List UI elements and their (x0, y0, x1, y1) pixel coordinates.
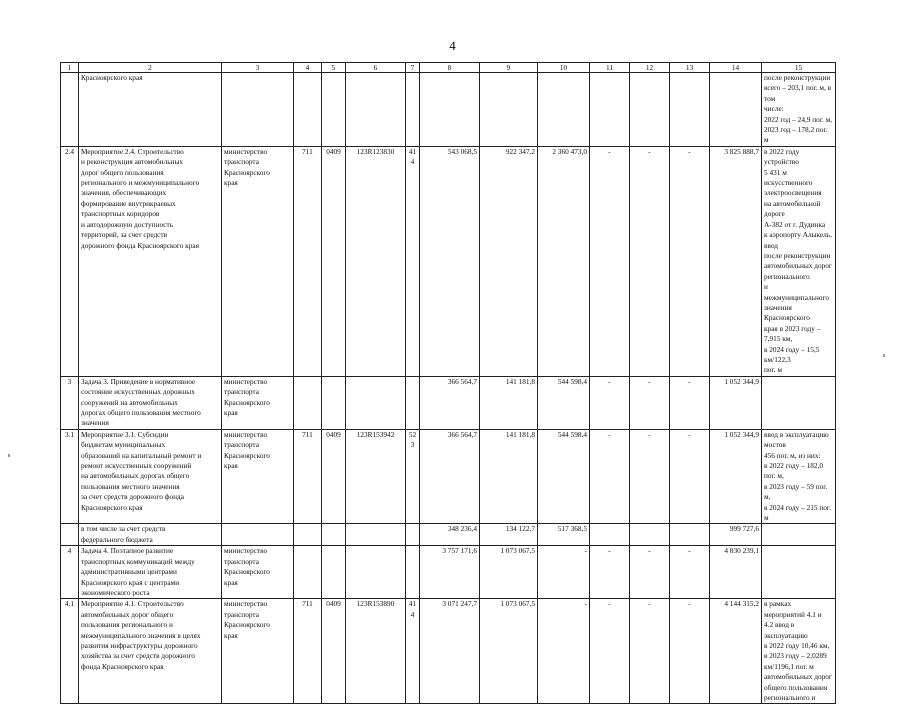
expense-type-code: 523 (406, 429, 420, 524)
column-number: 3 (222, 63, 294, 73)
column-number-row (61, 63, 836, 73)
expected-result: в рамках мероприятий 4.1 и 4.2 ввод в эксплуатацию в 2022 году 10,46 км, в 2023 году – 2,0289 км/1196,1 пог. м автомобильных дорог общего пользования регионального и (762, 599, 836, 704)
scan-speck (8, 454, 10, 457)
amount-year-2023 (480, 73, 538, 147)
amount-total: 1 052 344,9 (710, 376, 762, 429)
amount-total: 3 825 888,7 (710, 146, 762, 376)
amount-year-2022: 348 236,4 (420, 524, 480, 546)
amount-col-13: - (670, 146, 710, 376)
column-number: 6 (346, 63, 406, 73)
grbs-code: 711 (294, 146, 322, 376)
amount-year-2022: 3 757 171,6 (420, 546, 480, 599)
executor (222, 524, 294, 546)
amount-col-12: - (630, 146, 670, 376)
amount-col-13: - (670, 376, 710, 429)
row-number: 4.1 (61, 599, 79, 704)
amount-year-2022 (420, 73, 480, 147)
target-article-code: 123R153890 (346, 599, 406, 704)
section-code (322, 73, 346, 147)
amount-year-2022: 366 564,7 (420, 429, 480, 524)
amount-total (710, 73, 762, 147)
table-row (61, 429, 836, 524)
amount-year-2024: 517 368,5 (538, 524, 590, 546)
section-code: 0409 (322, 599, 346, 704)
column-number: 13 (670, 63, 710, 73)
target-article-code (346, 524, 406, 546)
column-number: 2 (79, 63, 222, 73)
amount-year-2022: 543 068,5 (420, 146, 480, 376)
amount-col-11 (590, 73, 630, 147)
executor: министерство транспорта Красноярского края (222, 546, 294, 599)
amount-col-12: - (630, 599, 670, 704)
expected-result: ввод в эксплуатацию мостов 456 пог. м, из них: в 2022 году – 182,0 пог. м, в 2023 году – 59 пог. м, в 2024 году – 215 пог. м (762, 429, 836, 524)
row-number: 2.4 (61, 146, 79, 376)
executor: министерство транспорта Красноярского края (222, 429, 294, 524)
amount-total: 4 144 315,2 (710, 599, 762, 704)
item-description: Красноярского края (79, 73, 222, 147)
executor: министерство транспорта Красноярского края (222, 376, 294, 429)
column-number: 7 (406, 63, 420, 73)
table-row (61, 146, 836, 376)
amount-col-13 (670, 73, 710, 147)
table-body (61, 63, 836, 704)
column-number: 1 (61, 63, 79, 73)
column-number: 10 (538, 63, 590, 73)
column-number: 12 (630, 63, 670, 73)
amount-col-12: - (630, 546, 670, 599)
grbs-code (294, 376, 322, 429)
amount-col-12 (630, 73, 670, 147)
item-description: Задача 3. Приведение в нормативное состояние искусственных дорожных сооружений на автомобильных дорогах общего пользования местного значения (79, 376, 222, 429)
amount-year-2022: 3 071 247,7 (420, 599, 480, 704)
section-code (322, 376, 346, 429)
expense-type-code (406, 546, 420, 599)
amount-col-11: - (590, 376, 630, 429)
table-row (61, 546, 836, 599)
amount-col-11: - (590, 599, 630, 704)
row-number: 4 (61, 546, 79, 599)
target-article-code: 123R123830 (346, 146, 406, 376)
amount-total: 4 830 239,1 (710, 546, 762, 599)
amount-year-2024: 544 598,4 (538, 376, 590, 429)
amount-total: 1 052 344,9 (710, 429, 762, 524)
expense-type-code: 414 (406, 146, 420, 376)
amount-total: 999 727,6 (710, 524, 762, 546)
column-number: 4 (294, 63, 322, 73)
expense-type-code (406, 524, 420, 546)
amount-year-2023: 1 073 067,5 (480, 546, 538, 599)
amount-year-2024: 544 598,4 (538, 429, 590, 524)
amount-year-2023: 922 347,2 (480, 146, 538, 376)
row-number (61, 524, 79, 546)
page-number: 4 (449, 38, 456, 53)
item-description: Мероприятие 3.1. Субсидии бюджетам муниципальных образований на капитальный ремонт и ремонт искусственных сооружений на автомобильных дорогах общего пользования местного значения за счет средств дорожного фонда Красноярского края (79, 429, 222, 524)
amount-col-13 (670, 524, 710, 546)
executor: министерство транспорта Красноярского края (222, 599, 294, 704)
section-code (322, 546, 346, 599)
amount-col-11: - (590, 429, 630, 524)
amount-year-2024: - (538, 546, 590, 599)
amount-year-2023: 1 073 067,5 (480, 599, 538, 704)
amount-col-11: - (590, 146, 630, 376)
amount-year-2023: 134 122,7 (480, 524, 538, 546)
amount-col-11 (590, 524, 630, 546)
grbs-code (294, 524, 322, 546)
executor: министерство транспорта Красноярского края (222, 146, 294, 376)
amount-year-2024: - (538, 599, 590, 704)
grbs-code (294, 546, 322, 599)
section-code: 0409 (322, 146, 346, 376)
expense-type-code (406, 376, 420, 429)
item-description: в том числе за счет средств федерального бюджета (79, 524, 222, 546)
item-description: Мероприятие 4.1. Строительство автомобильных дорог общего пользования регионального и межмуниципального значения в целях развития инфраструктуры дорожного хозяйства за счет средств дорожного фонда Красноярского края (79, 599, 222, 704)
amount-col-11: - (590, 546, 630, 599)
executor (222, 73, 294, 147)
grbs-code: 711 (294, 599, 322, 704)
row-number: 3.1 (61, 429, 79, 524)
target-article-code: 123R153942 (346, 429, 406, 524)
table-row (61, 599, 836, 704)
program-measures-table (60, 62, 836, 704)
amount-col-13: - (670, 599, 710, 704)
section-code (322, 524, 346, 546)
expected-result (762, 546, 836, 599)
column-number: 5 (322, 63, 346, 73)
amount-year-2022: 366 564,7 (420, 376, 480, 429)
row-number: 3 (61, 376, 79, 429)
target-article-code (346, 546, 406, 599)
expense-type-code: 414 (406, 599, 420, 704)
amount-year-2024: 2 360 473,0 (538, 146, 590, 376)
column-number: 11 (590, 63, 630, 73)
table-row (61, 73, 836, 147)
amount-year-2023: 141 181,8 (480, 429, 538, 524)
expense-type-code (406, 73, 420, 147)
column-number: 9 (480, 63, 538, 73)
amount-year-2024 (538, 73, 590, 147)
expected-result: в 2022 году устройство 5 431 м искусственного электроосвещения на автомобильной дороге А-382 от г. Дудинка к аэропорту Алыкель, ввод после реконструкции автомобильных дорог регионального и межмуниципального значения Красноярского края в 2023 году – 7,915 км, в 2024 году – 15,5 км/122,3 пог. м (762, 146, 836, 376)
amount-col-13: - (670, 546, 710, 599)
section-code: 0409 (322, 429, 346, 524)
table-row (61, 376, 836, 429)
item-description: Мероприятие 2.4. Строительство и реконструкция автомобильных дорог общего пользования регионального и межмуниципального значения, обеспечивающих формирование внутрикраевых транспортных коридоров и автодорожную доступность территорий, за счет средств дорожного фонда Красноярского края (79, 146, 222, 376)
column-number: 15 (762, 63, 836, 73)
column-number: 14 (710, 63, 762, 73)
amount-col-12: - (630, 429, 670, 524)
target-article-code (346, 73, 406, 147)
target-article-code (346, 376, 406, 429)
expected-result (762, 524, 836, 546)
grbs-code: 711 (294, 429, 322, 524)
expected-result: после реконструкции всего – 203,1 пог. м, в том числе: 2022 год – 24,9 пог. м, 2023 год – 178,2 пог. м (762, 73, 836, 147)
column-number: 8 (420, 63, 480, 73)
table-row (61, 524, 836, 546)
amount-year-2023: 141 181,8 (480, 376, 538, 429)
amount-col-13: - (670, 429, 710, 524)
item-description: Задача 4. Поэтапное развитие транспортных коммуникаций между административными центрами Красноярского края с центрами экономического роста (79, 546, 222, 599)
row-number (61, 73, 79, 147)
expected-result (762, 376, 836, 429)
grbs-code (294, 73, 322, 147)
scan-speck (883, 354, 885, 357)
amount-col-12 (630, 524, 670, 546)
amount-col-12: - (630, 376, 670, 429)
